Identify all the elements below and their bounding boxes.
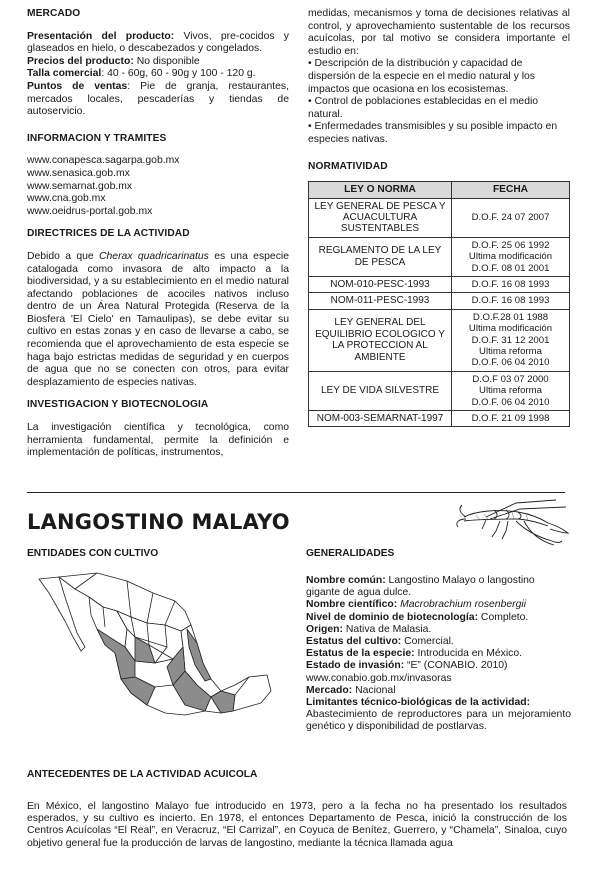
- fecha-cell: [452, 276, 570, 292]
- ley-cell: LEY GENERAL DE PESCA Y ACUACULTURA SUSTENTABLES: [309, 198, 452, 237]
- tramites-link[interactable]: www.cna.gob.mx: [27, 193, 106, 205]
- talla-label: Talla comercial: [27, 68, 102, 80]
- fecha-line: Ultima reforma: [479, 385, 542, 397]
- normatividad-table: [308, 181, 570, 427]
- investigacion-heading: INVESTIGACION Y BIOTECNOLOGIA: [27, 399, 209, 411]
- tramites-link[interactable]: www.senasica.gob.mx: [27, 167, 130, 179]
- limitantes-value: Abastecimiento de reproductores para un mejoramiento genético y disponibilidad de postlarvas.: [306, 709, 571, 733]
- presentacion-label: Presentación del producto:: [27, 30, 175, 42]
- estatus-especie-label: Estatus de la especie:: [306, 648, 415, 660]
- estatus-especie-value: Introducida en México.: [414, 648, 523, 660]
- left-column: [27, 8, 289, 460]
- fecha-line: D.O.F 03 07 2000: [472, 373, 549, 385]
- normatividad-row: [309, 276, 570, 292]
- nombre-comun-value: Langostino Malayo o langostino gigante de agua dulce.: [306, 575, 535, 599]
- study-bullet: • Control de poblaciones establecidas en el medio natural.: [308, 96, 570, 121]
- origen-line: [306, 624, 571, 636]
- ley-cell: NOM-011-PESC-1993: [309, 293, 452, 309]
- entidades-heading: ENTIDADES CON CULTIVO: [27, 548, 159, 559]
- mexico-map: [35, 567, 275, 762]
- estado-invasion-value: “E” (CONABIO. 2010): [404, 660, 508, 672]
- directrices-heading: DIRECTRICES DE LA ACTIVIDAD: [27, 228, 190, 240]
- normatividad-body: [309, 198, 570, 427]
- fecha-line: D.O.F.28 01 1988: [472, 311, 549, 323]
- talla-value: : 40 - 60g, 60 - 90g y 100 - 120 g.: [101, 68, 256, 80]
- normatividad-row: [309, 371, 570, 410]
- ley-cell: LEY DE VIDA SILVESTRE: [309, 371, 452, 410]
- directrices-text-post: es una especie catalogada como invasora de alto impacto a la biodiversidad, y a su establecimiento en el medio natural afectando poblaciones de acociles nativos incluso dentro de un Área Natural Protegida (Reserva de la Biosfera 'El Cielo' en Tamaulipas), se debe evitar su cultivo en estas zonas y en caso de llevarse a cabo, se recomienda que el aprovechamiento de esta especie se haga bajo estrictas medidas de seguridad y en cuerpos de agua que no se conecten con otros, para evitar desplazamiento de especies nativas.: [27, 250, 289, 388]
- right-column: [308, 8, 570, 427]
- fecha-line: D.O.F. 21 09 1998: [471, 413, 550, 425]
- puntos-label: Puntos de ventas: [27, 80, 128, 92]
- nombre-cientifico-value: Macrobrachium rosenbergii: [400, 599, 527, 611]
- normatividad-row: [309, 293, 570, 309]
- fecha-line: Ultima reforma: [479, 346, 542, 357]
- tramites-link[interactable]: www.semarnat.gob.mx: [27, 180, 133, 192]
- ley-cell: NOM-003-SEMARNAT-1997: [309, 411, 452, 427]
- generalidades-block: [306, 555, 571, 734]
- limitantes-label: Limitantes técnico-biológicas de la actividad:: [306, 697, 531, 709]
- normatividad-row: [309, 309, 570, 371]
- estado-invasion-label: Estado de invasión:: [306, 660, 405, 672]
- directrices-species: Cherax quadricarinatus: [99, 250, 209, 262]
- normatividad-row: [309, 411, 570, 427]
- fecha-cell: [452, 293, 570, 309]
- fecha-line: D.O.F. 08 01 2001: [471, 262, 550, 274]
- estatus-cultivo-value: Comercial.: [401, 636, 454, 648]
- col-header-fecha: FECHA: [452, 182, 570, 198]
- presentacion-line: [27, 31, 289, 56]
- col-header-ley: LEY O NORMA: [309, 182, 452, 198]
- fecha-cell: [452, 198, 570, 237]
- normatividad-row: [309, 237, 570, 276]
- directrices-text-pre: Debido a que: [27, 250, 100, 262]
- mercado-label: Mercado:: [306, 684, 353, 696]
- fecha-line: D.O.F. 06 04 2010: [471, 396, 550, 408]
- nivel-label: Nivel de dominio de biotecnología:: [306, 611, 479, 623]
- precios-label: Precios del producto:: [27, 55, 134, 67]
- precios-value: No disponible: [136, 55, 200, 67]
- fecha-line: D.O.F. 31 12 2001: [471, 334, 550, 346]
- nombre-comun-label: Nombre común:: [306, 575, 386, 586]
- mercado-value: Nacional: [352, 684, 396, 696]
- study-bullet: • Descripción de la distribución y capacidad de dispersión de la especie en el medio natural y los impactos que ocasiona en los ecosistemas.: [308, 58, 570, 96]
- origen-label: Origen:: [306, 623, 343, 635]
- nombre-cientifico-line: [306, 599, 571, 611]
- investigacion-text: La investigación científica y tecnológica, como herramienta fundamental, permite la definición e implementación de políticas, instrumentos,: [27, 422, 289, 459]
- estatus-especie-line: [306, 648, 571, 660]
- mercado-heading: MERCADO: [27, 8, 81, 19]
- ley-cell: LEY GENERAL DEL EQUILIBRIO ECOLOGICO Y LA PROTECCION AL AMBIENTE: [309, 309, 452, 371]
- antecedentes-heading: ANTECEDENTES DE LA ACTIVIDAD ACUICOLA: [27, 769, 258, 780]
- tramites-link[interactable]: www.conapesca.sagarpa.gob.mx: [27, 155, 180, 167]
- fecha-cell: [452, 237, 570, 276]
- fecha-line: D.O.F. 06 04 2010: [471, 357, 550, 369]
- antecedentes-text: En México, el langostino Malayo fue introducido en 1973, pero a la fecha no ha presentado los resultados esperados, y su cultivo es incierto. En 1978, el entonces Departamento de Pesca, inició la construcción de los Centros Acuícolas “El Real”, en Veracruz, “El Carrizal”, en Coyuca de Benítez, Guerrero, y “Chamela”, Sinaloa, cuyo objetivo general fue la producción de larvas de langostino, mediante la técnica llamada agua: [27, 801, 567, 849]
- talla-line: [27, 68, 289, 81]
- generalidades-heading: GENERALIDADES: [306, 548, 395, 559]
- continuation-text: medidas, mecanismos y toma de decisiones relativas al control, y aprovechamiento sustentable de los recursos acuícolas, por tal motivo se considera importante el estudio en:: [308, 8, 570, 57]
- tramites-link[interactable]: www.oeidrus-portal.gob.mx: [27, 205, 153, 217]
- precios-line: [27, 56, 289, 69]
- directrices-text: [27, 251, 289, 390]
- nombre-comun-line: [306, 575, 571, 599]
- fecha-line: D.O.F. 16 08 1993: [471, 278, 550, 290]
- fecha-cell: [452, 411, 570, 427]
- limitantes-line: [306, 697, 571, 709]
- langostino-illustration: [456, 497, 574, 549]
- fecha-cell: [452, 309, 570, 371]
- fecha-line: D.O.F. 25 06 1992: [471, 239, 550, 251]
- estatus-cultivo-line: [306, 636, 571, 648]
- normatividad-row: [309, 198, 570, 237]
- estado-invasion-line: [306, 660, 571, 672]
- ley-cell: REGLAMENTO DE LA LEY DE PESCA: [309, 237, 452, 276]
- nombre-cientifico-label: Nombre científico:: [306, 599, 398, 611]
- tramites-heading: INFORMACION Y TRAMITES: [27, 132, 167, 144]
- section-title: LANGOSTINO MALAYO: [27, 510, 290, 534]
- fecha-line: Ultima modificación: [468, 251, 553, 263]
- origen-value: Nativa de Malasia.: [342, 623, 432, 635]
- nivel-value: Completo.: [478, 611, 529, 623]
- mercado-line: [306, 685, 571, 697]
- normatividad-heading: NORMATIVIDAD: [308, 160, 388, 172]
- invasoras-link[interactable]: www.conabio.gob.mx/invasoras: [306, 672, 452, 684]
- ley-cell: NOM-010-PESC-1993: [309, 276, 452, 292]
- presentacion-value: Vivos, pre-cocidos y glaseados en hielo, o descabezados y congelados.: [27, 30, 289, 55]
- fecha-line: D.O.F. 24 07 2007: [471, 211, 550, 223]
- fecha-line: D.O.F. 16 08 1993: [471, 295, 550, 307]
- fecha-cell: [452, 371, 570, 410]
- fecha-line: Ultima modificación: [468, 323, 553, 335]
- nivel-line: [306, 612, 571, 624]
- section-divider: [27, 492, 565, 493]
- puntos-line: [27, 81, 289, 119]
- estatus-cultivo-label: Estatus del cultivo:: [306, 636, 402, 648]
- puntos-value: : Pie de granja, restaurantes, mercados locales, pescaderías y tiendas de autoservicio.: [27, 80, 289, 118]
- study-bullet: • Enfermedades transmisibles y su posible impacto en especies nativas.: [308, 121, 570, 146]
